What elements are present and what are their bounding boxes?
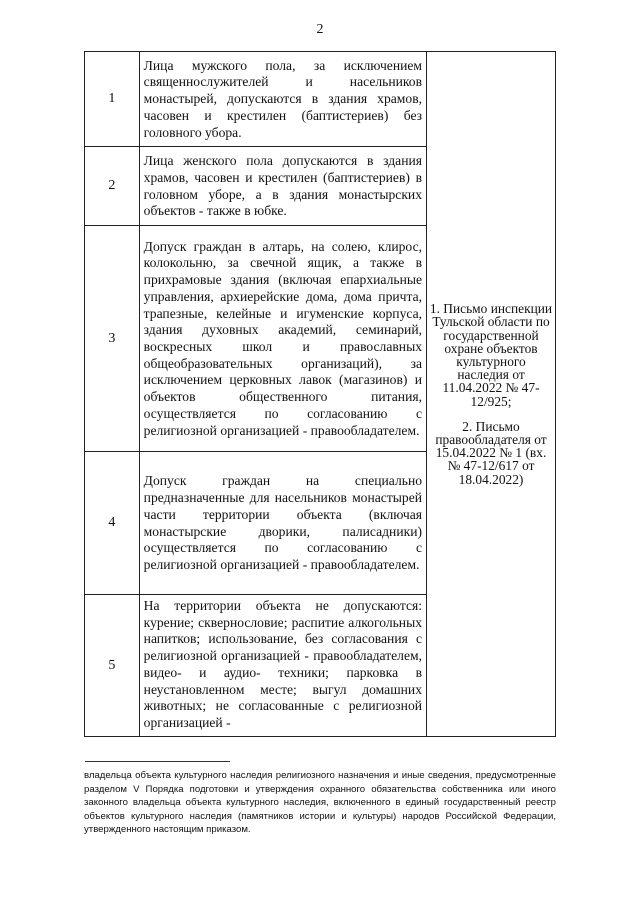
row-number: 2 xyxy=(85,147,140,226)
row-number: 4 xyxy=(85,452,140,595)
row-text-content: Допуск граждан в алтарь, на солею, клирос, колокольню, за свечной ящик, а также в прихрамовые здания (включая епархиальные управления, архиерейские дома, дома причта, трапезные, келейные и игуменские корпуса, здания духовных академий, семинарий, воскресных школ и православных общеобразовательных организаций), за исключением церковных лавок (магазинов) и объектов общественного питания, осуществляется по согласованию с религиозной организацией - правообладателем. xyxy=(143,238,423,438)
rules-table xyxy=(84,51,556,737)
table-row xyxy=(85,52,556,147)
row-text-content: На территории объекта не допускаются: курение; сквернословие; распитие алкогольных напитков; использование, без согласования с религиозной организацией - правообладателем, видео- и аудио- техники; парковка в неустановленном месте; выгул домашних животных; не согласованные с религиозной организацией - xyxy=(143,598,423,730)
row-text-content: Лица мужского пола, за исключением священнослужителей и насельников монастырей, допускаются в здания храмов, часовен и крестилен (баптистериев) без головного убора. xyxy=(143,57,423,140)
row-text xyxy=(139,52,426,147)
row-text xyxy=(139,595,426,737)
footnote: владельца объекта культурного наследия религиозного назначения и иные сведения, предусмотренные разделом V Порядка подготовки и утверждения охранного обязательства собственника или иного законного владельца объекта культурного наследия, включенного в единый государственный реестр объектов культурного наследия (памятников истории и культуры) народов Российской Федерации, утвержденного настоящим приказом. xyxy=(84,770,556,836)
basis-cell xyxy=(427,52,556,737)
row-number: 1 xyxy=(85,52,140,147)
row-number: 5 xyxy=(85,595,140,737)
footnote-divider xyxy=(85,761,230,762)
row-text xyxy=(139,226,426,452)
row-number: 3 xyxy=(85,226,140,452)
row-text xyxy=(139,452,426,595)
basis-item-1: 1. Письмо инспекции Тульской области по государственной охране объектов культурного наследия от 11.04.2022 № 47-12/925; xyxy=(429,301,553,409)
basis-item-2: 2. Письмо правообладателя от 15.04.2022 № 1 (вх. № 47-12/617 от 18.04.2022) xyxy=(435,418,547,487)
row-text-content: Лица женского пола допускаются в здания храмов, часовен и крестилен (баптистериев) в головном уборе, а в здания монастырских объектов - также в юбке. xyxy=(143,153,423,219)
row-text xyxy=(139,147,426,226)
page-number: 2 xyxy=(316,22,324,37)
row-text-content: Допуск граждан на специально предназначенные для насельников монастырей части территории объекта (включая монастырские дворики, палисадники) осуществляется по согласованию с религиозной организацией - правообладателем. xyxy=(143,473,423,572)
